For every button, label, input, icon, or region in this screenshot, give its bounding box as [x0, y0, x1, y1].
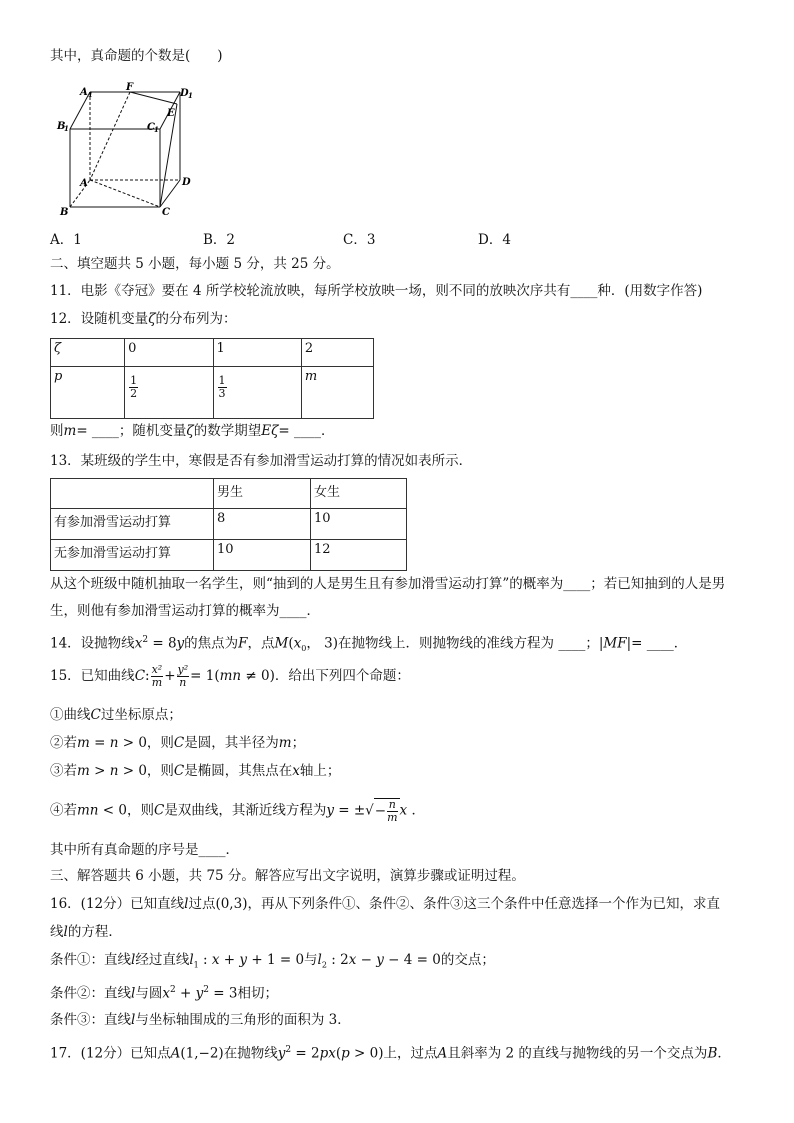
q13-stem: 13．某班级的学生中，寒假是否有参加滑雪运动打算的情况如表所示． [50, 453, 473, 469]
q10-option-c: C．3 [343, 232, 376, 248]
label-A: A [80, 178, 88, 189]
q10-option-b: B．2 [203, 232, 236, 248]
q17-c: 上，过点 [383, 1045, 438, 1062]
q16-a: 16．(12分）已知直线 [50, 896, 185, 912]
q13-cell: 10 [311, 509, 407, 540]
q11: 11．电影《夺冠》要在 4 所学校轮流放映，每所学校放映一场，则不同的放映次序共有____种．(用数字作答) [50, 283, 703, 299]
frac-num: 1 [218, 374, 226, 387]
q12-cell: p [51, 367, 125, 419]
var-m: m [63, 423, 77, 439]
q15-p1-b: 过坐标原点； [100, 707, 182, 723]
q15-p3-b: ，则 [146, 763, 174, 779]
q16-d: 线 [50, 924, 64, 940]
q17-line1: 17．(12分）已知点A(1,−2)在抛物线$y^2 = 2px(p > 0)$上，过点A且斜率为 2 的直线与抛物线的另一个交点为B． [50, 1045, 731, 1062]
q15-p1: ①曲线C过坐标原点； [50, 707, 182, 723]
q12-answer-d: = ____． [278, 423, 335, 439]
q15-p3-d: 轴上； [299, 763, 341, 779]
q12-stem-text: 12．设随机变量 [50, 311, 149, 327]
q16-c1a: 条件①：直线 [50, 952, 131, 968]
frac-num: 1 [130, 374, 138, 387]
label-B1: B [57, 121, 66, 132]
q12-stem [50, 309, 237, 329]
label-C1: C [147, 122, 155, 133]
q10-option-d: D．4 [478, 232, 511, 248]
label-A1-sub: 1 [88, 90, 93, 99]
q12-cell [213, 367, 301, 419]
q16-c3b: 与坐标轴围成的三角形的面积为 3． [135, 1012, 351, 1028]
section-2-heading: 二、填空题共 5 小题，每小题 5 分，共 25 分。 [50, 256, 340, 272]
q13-cell: 女生 [311, 479, 407, 509]
q13-cell: 无参加滑雪运动打算 [51, 540, 214, 571]
q12-cell: 2 [301, 339, 373, 367]
q12-distribution-table [50, 338, 374, 419]
math: x [134, 635, 143, 652]
q15-p3: ③若m > n > 0，则C是椭圆，其焦点在x轴上； [50, 763, 341, 779]
q12-stem-tail: 的分布列为： [155, 311, 237, 327]
cube-figure [52, 82, 202, 222]
q10-option-a: A．1 [50, 232, 82, 248]
zeta-symbol: ζ [186, 423, 194, 439]
q16-c1d: 的交点； [440, 952, 495, 968]
q15-p4-c: 是双曲线，其渐近线方程为 [164, 802, 327, 819]
frac-den: 3 [218, 387, 226, 400]
q16-condition-2: 条件②：直线l与圆$x^2 + y^2 = 3$相切； [50, 985, 278, 1002]
q12-cell: m [301, 367, 373, 419]
label-F: F [126, 82, 134, 93]
q13-cell: 男生 [214, 479, 311, 509]
label-D: D [182, 177, 191, 188]
q13-cell: 12 [311, 540, 407, 571]
label-A1: A [80, 87, 88, 98]
q10-tail: 其中，真命题的个数是( ) [50, 48, 223, 64]
q13-line2: 生，则他有参加滑雪运动打算的概率为____． [50, 603, 320, 619]
q16-line1: 16．(12分）已知直线l过点(0,3)，再从下列条件①、条件②、条件③这三个条件中任意选择一个作为已知，求直 [50, 896, 720, 912]
q13-cell: 有参加滑雪运动打算 [51, 509, 214, 540]
q16-c2c: 相切； [237, 985, 278, 1002]
label-C1-sub: 1 [154, 125, 159, 134]
q12-cell: 0 [125, 339, 213, 367]
q12-answer-c: 的数学期望 [193, 423, 262, 439]
q12-cell: 1 [213, 339, 301, 367]
label-D1-sub: 1 [188, 91, 193, 100]
section-3-heading: 三、解答题共 6 小题，共 75 分。解答应写出文字说明，演算步骤或证明过程。 [50, 868, 525, 884]
q15-p2-b: ，则 [146, 735, 174, 751]
q16-condition-3: 条件③：直线l与坐标轴围成的三角形的面积为 3． [50, 1012, 351, 1028]
label-C: C [162, 207, 170, 218]
q15-p2-c: 是圆，其半径为 [184, 735, 279, 751]
q14-c: ，点 [247, 635, 275, 652]
frac-den: 2 [130, 387, 138, 400]
q16-c: ，再从下列条件①、条件②、条件③这三个条件中任意选择一个作为已知，求直 [247, 896, 720, 912]
q14-e: = ____． [631, 635, 688, 652]
q14-a: 14．设抛物线 [50, 635, 135, 652]
q16-e: 的方程． [67, 924, 122, 940]
q13-table [50, 478, 407, 571]
zeta-symbol: ζ [148, 311, 156, 327]
expectation-symbol: Eζ [261, 423, 279, 439]
q13-cell: 8 [214, 509, 311, 540]
q16-b: 过点 [188, 896, 216, 912]
q14-d: 在抛物线上．则抛物线的准线方程为 ____； [338, 635, 599, 652]
q12-answer-b: = ____；随机变量 [76, 423, 187, 439]
q15-p4-a: ④若 [50, 802, 77, 819]
label-E: E [167, 108, 175, 119]
q16-c1b: 经过直线 [135, 952, 190, 968]
q15-stem: 15．已知曲线C: $\frac{\text{x²}}{m}$ + $\frac{\text{y²}}{n}$ = 1(mn ≠ 0)．给出下列四个命题： [50, 663, 410, 689]
q14: 14．设抛物线$x^2 = 8y$的焦点为F，点$M(x_0$， 3)在抛物线上．则抛物线的准线方程为 ____；|MF|= ____． [50, 635, 688, 654]
q16-c1c: 与 [304, 952, 318, 968]
q13-cell [51, 479, 214, 509]
q12-cell: ζ [51, 339, 125, 367]
q14-b: 的焦点为 [184, 635, 239, 652]
q15-p3-c: 是椭圆，其焦点在 [184, 763, 293, 779]
label-D1: D [180, 88, 189, 99]
q17-a: 17．(12分）已知点 [50, 1045, 171, 1062]
label-B: B [60, 207, 69, 218]
q15-a: 15．已知曲线 [50, 668, 135, 684]
q16-c2a: 条件②：直线 [50, 985, 131, 1002]
q17-e: ． [717, 1045, 731, 1062]
q12-answer [50, 421, 335, 441]
q13-line1: 从这个班级中随机抽取一名学生，则“抽到的人是男生且有参加滑雪运动打算”的概率为____；若已知抽到的人是男 [50, 576, 726, 592]
q16-line2: 线l的方程． [50, 924, 122, 940]
q17-b: 在抛物线 [223, 1045, 278, 1062]
q15-tail: 其中所有真命题的序号是____． [50, 842, 239, 858]
q16-condition-1: 条件①：直线l经过直线$l_1$ : x + y + 1 = 0与$l_2$ : 2x − y − 4 = 0的交点； [50, 952, 495, 970]
q12-answer-a: 则 [50, 423, 64, 439]
q15-p4: ④若mn < 0，则C是双曲线，其渐近线方程为y = ±√− $\frac{n}{m}$ x ． [50, 798, 425, 824]
label-B1-sub: 1 [64, 124, 69, 133]
q15-b: ．给出下列四个命题： [274, 668, 410, 684]
q13-cell: 10 [214, 540, 311, 571]
q12-cell [125, 367, 213, 419]
q17-d: 且斜率为 2 的直线与抛物线的另一个交点为 [447, 1045, 708, 1062]
q16-c2b: 与圆 [135, 985, 163, 1002]
q16-c3a: 条件③：直线 [50, 1012, 131, 1028]
q15-p4-b: ，则 [126, 802, 154, 819]
q15-p2: ②若m = n > 0，则C是圆，其半径为m； [50, 735, 306, 751]
q15-p2-a: ②若 [50, 735, 77, 751]
q15-p1-a: ①曲线 [50, 707, 91, 723]
q15-p3-a: ③若 [50, 763, 77, 779]
